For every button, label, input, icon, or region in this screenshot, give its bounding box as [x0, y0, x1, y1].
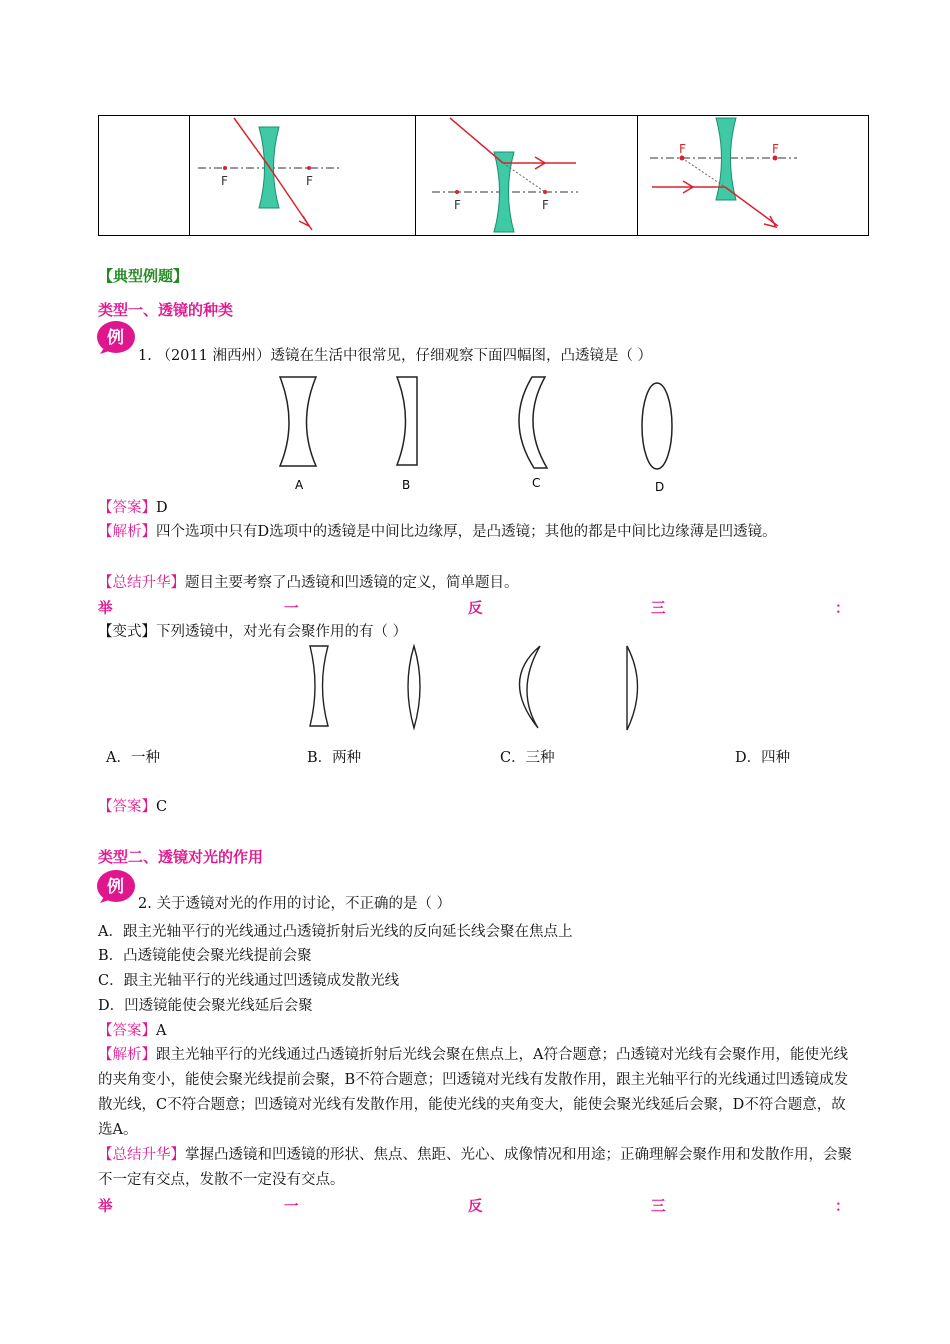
variant-option-c: C．三种: [500, 750, 555, 766]
variant-option-a: A．一种: [106, 750, 160, 766]
variant-question: [98, 622, 407, 642]
variant-option-b: B．两种: [307, 750, 362, 766]
variant-lens-figure: [300, 640, 660, 740]
diagram-concave-focus-ray: [198, 118, 342, 230]
variant-tag: 【变式】: [98, 624, 156, 640]
analysis-text: 跟主光轴平行的光线通过凸透镜折射后光线会聚在焦点上，A符合题意；凸透镜对光线有会聚作用，能使光线的夹角变小，能使会聚光线提前会聚，B不符合题意；凹透镜对光线有发散作用，跟主光轴平行的光线通过凹透镜成发散光线，C不符合题意；凹透镜对光线有发散作用，能使光线的夹角变大，能使会聚光线延后会聚，D不符合题意，故选A。: [98, 1047, 849, 1138]
focus-label: F: [679, 142, 686, 156]
jyfs-2-ju: 举: [98, 1199, 113, 1215]
answer-1: [98, 498, 168, 518]
answer-tag: 【答案】: [98, 1023, 156, 1039]
diagram-concave-converging-ray: [432, 118, 578, 232]
lens-label-b: B: [402, 478, 411, 492]
analysis-1: [98, 520, 853, 545]
question-2-option-d: D．凹透镜能使会聚光线延后会聚: [98, 998, 313, 1014]
lens-label-a: A: [295, 478, 304, 492]
summary-text: 题目主要考察了凸透镜和凹透镜的定义，简单题目。: [185, 575, 519, 591]
analysis-tag: 【解析】: [98, 1047, 156, 1063]
ray-diagram-table: [0, 0, 950, 240]
variant-answer: [98, 797, 167, 817]
jyfs-1-san: 三: [651, 601, 666, 617]
analysis-tag: 【解析】: [98, 524, 156, 540]
lens-label-c: C: [532, 476, 541, 490]
variant-option-d: D．四种: [735, 750, 791, 766]
focus-label: F: [454, 198, 461, 212]
variant-answer-tag: 【答案】: [98, 799, 156, 815]
summary-2: [98, 1143, 853, 1193]
summary-1: [98, 573, 519, 593]
analysis-text: 四个选项中只有D选项中的透镜是中间比边缘厚，是凸透镜；其他的都是中间比边缘薄是凹透镜。: [156, 524, 777, 540]
answer-value: A: [156, 1023, 167, 1039]
jyfs-1-fan: 反: [468, 601, 483, 617]
type2-heading: 类型二、透镜对光的作用: [98, 848, 264, 866]
lens-c: [519, 377, 547, 468]
answer-value: D: [156, 500, 168, 516]
lens-label-d: D: [655, 480, 665, 494]
variant-answer-value: C: [156, 799, 168, 815]
focus-label: F: [542, 198, 549, 212]
lens-d: [642, 383, 672, 469]
answer-2: [98, 1021, 166, 1041]
focus-label: F: [772, 142, 779, 156]
badge-text: 例: [107, 877, 124, 897]
example-badge-icon: [96, 869, 138, 903]
focus-label: F: [306, 174, 313, 188]
jyfs-2-fan: 反: [468, 1199, 483, 1215]
summary-tag: 【总结升华】: [98, 575, 185, 591]
type1-heading: 类型一、透镜的种类: [98, 301, 234, 319]
variant-text: 下列透镜中，对光有会聚作用的有（ ）: [156, 624, 408, 640]
section-heading: 【典型例题】: [98, 267, 189, 285]
jyfs-1-yi: 一: [284, 601, 299, 617]
question-2-option-c: C．跟主光轴平行的光线通过凹透镜成发散光线: [98, 973, 400, 989]
lens-b: [397, 377, 417, 465]
lens-figure: [270, 370, 690, 495]
analysis-2: [98, 1043, 853, 1143]
question-2: 2. 关于透镜对光的作用的讨论，不正确的是（ ）: [138, 896, 452, 912]
question-2-option-b: B．凸透镜能使会聚光线提前会聚: [98, 948, 312, 964]
summary-tag: 【总结升华】: [98, 1147, 185, 1163]
lens-a: [280, 377, 316, 466]
focus-label: F: [221, 174, 228, 188]
jyfs-2-yi: 一: [284, 1199, 299, 1215]
jyfs-2-san: 三: [651, 1199, 666, 1215]
jyfs-1-colon: ：: [835, 601, 850, 617]
question-2-option-a: A．跟主光轴平行的光线通过凸透镜折射后光线的反向延长线会聚在焦点上: [98, 924, 573, 940]
example-badge-icon: [96, 320, 138, 354]
badge-text: 例: [107, 328, 124, 348]
summary-text: 掌握凸透镜和凹透镜的形状、焦点、焦距、光心、成像情况和用途；正确理解会聚作用和发散作用，会聚不一定有交点，发散不一定没有交点。: [98, 1147, 852, 1188]
jyfs-1-ju: 举: [98, 601, 113, 617]
diagram-concave-parallel-ray: [650, 118, 797, 227]
question-1: 1. （2011 湘西州）透镜在生活中很常见，仔细观察下面四幅图，凸透镜是（ ）: [138, 348, 653, 364]
answer-tag: 【答案】: [98, 500, 156, 516]
jyfs-2-colon: ：: [835, 1199, 850, 1215]
